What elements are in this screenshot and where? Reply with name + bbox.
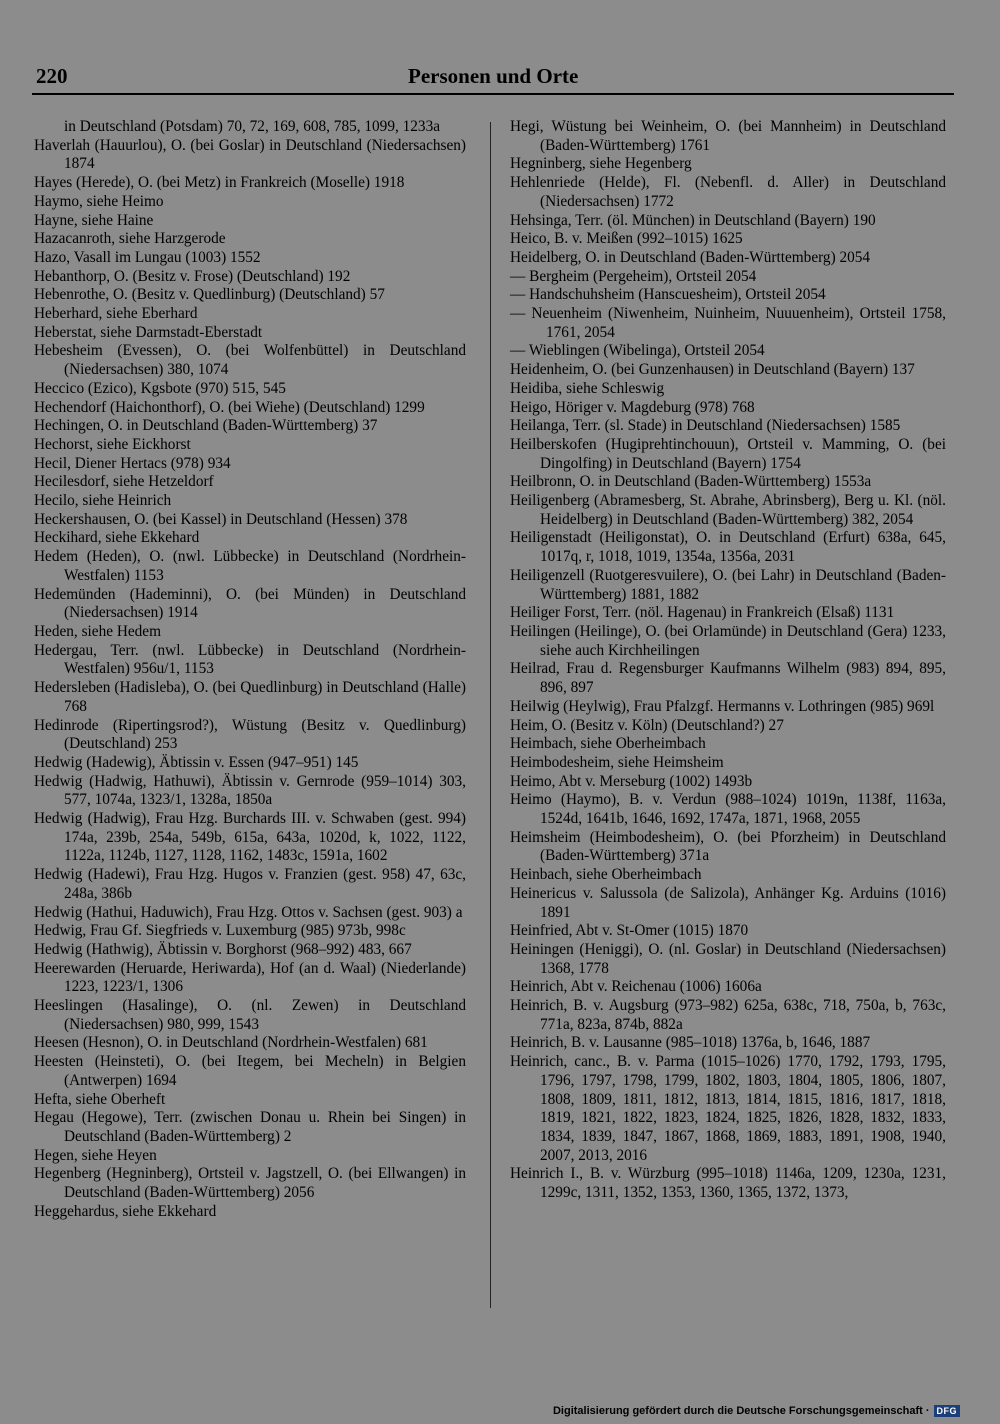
index-entry: Heilrad, Frau d. Regensburger Kaufmanns Wilhelm (983) 894, 895, 896, 897: [510, 660, 946, 697]
index-entry: Hayes (Herede), O. (bei Metz) in Frankreich (Moselle) 1918: [34, 174, 405, 192]
index-entry: Heilberskofen (Hugiprehtinchouun), Ortsteil v. Mamming, O. (bei Dingolfing) in Deutschland (Bayern) 1754: [510, 435, 946, 472]
index-entry: Heden, siehe Hedem: [34, 622, 161, 640]
index-entry: Heggehardus, siehe Ekkehard: [34, 1202, 217, 1220]
index-entry: Heinrich I., B. v. Würzburg (995–1018) 1146a, 1209, 1230a, 1231, 1299c, 1311, 1352, 1353, 1360, 1365, 1372, 1373,: [510, 1165, 946, 1202]
index-entry: Hehsinga, Terr. (öl. München) in Deutschland (Bayern) 190: [510, 211, 876, 229]
index-entry: Heckershausen, O. (bei Kassel) in Deutschland (Hessen) 378: [34, 510, 408, 528]
index-entry: Hebanthorp, O. (Besitz v. Frose) (Deutschland) 192: [34, 267, 351, 285]
index-entry: Hedersleben (Hadisleba), O. (bei Quedlinburg) in Deutschland (Halle) 768: [34, 679, 466, 715]
index-entry: Hechingen, O. in Deutschland (Baden-Württemberg) 37: [34, 417, 378, 435]
index-entry: Heiningen (Heniggi), O. (nl. Goslar) in Deutschland (Niedersachsen) 1368, 1778: [510, 940, 946, 977]
index-entry: Heeslingen (Hasalinge), O. (nl. Zewen) in Deutschland (Niedersachsen) 980, 999, 1543: [34, 997, 466, 1033]
index-entry: Heberstat, siehe Darmstadt-Eberstadt: [34, 323, 263, 341]
index-entry: Heidelberg, O. in Deutschland (Baden-Württemberg) 2054: [510, 248, 871, 266]
left-column: [34, 118, 466, 1221]
index-entry: Heilwig (Heylwig), Frau Pfalzgf. Hermanns v. Lothringen (985) 969l: [510, 697, 935, 715]
index-entry: Heinrich, canc., B. v. Parma (1015–1026) 1770, 1792, 1793, 1795, 1796, 1797, 1798, 1799, 1802, 1803, 1804, 1805, 1806, 1807, 1808, 1809, 1811, 1812, 1813, 1814, 1815, 1816, 1817, 1818, 1819, 1821, 1822, 1823, 1824, 1825, 1826, 1828, 1832, 1833, 1834, 1839, 1847, 1867, 1868, 1869, 1883, 1891, 1908, 1940, 2007, 2013, 2016: [510, 1053, 946, 1164]
index-entry: — Neuenheim (Niwenheim, Nuinheim, Nuuuenheim), Ortsteil 1758, 1761, 2054: [510, 305, 946, 341]
index-entry: Heinericus v. Salussola (de Salizola), Anhänger Kg. Arduins (1016) 1891: [510, 884, 946, 921]
column-divider: [490, 122, 491, 1308]
index-entry: Haverlah (Hauurlou), O. (bei Goslar) in Deutschland (Niedersachsen) 1874: [34, 136, 466, 173]
index-entry: Hechorst, siehe Eickhorst: [34, 435, 191, 453]
index-entry: Hazo, Vasall im Lungau (1003) 1552: [34, 248, 261, 266]
index-entry: Hehlenriede (Helde), Fl. (Nebenfl. d. Aller) in Deutschland (Niedersachsen) 1772: [510, 174, 946, 210]
footer-credit: Digitalisierung gefördert durch die Deutsche Forschungsgemeinschaft ·: [552, 1405, 930, 1417]
index-entry: Heccico (Ezico), Kgsbote (970) 515, 545: [34, 379, 286, 397]
index-entry: Hegninberg, siehe Hegenberg: [510, 155, 692, 173]
index-entry: Hedwig (Hadewig), Äbtissin v. Essen (947–951) 145: [34, 753, 359, 771]
index-entry: Hegau (Hegowe), Terr. (zwischen Donau u. Rhein bei Singen) in Deutschland (Baden-Württemberg) 2: [34, 1109, 466, 1145]
page-number: 220: [36, 64, 68, 88]
index-entry: Heico, B. v. Meißen (992–1015) 1625: [510, 230, 743, 248]
index-entry: in Deutschland (Potsdam) 70, 72, 169, 608, 785, 1099, 1233a: [64, 118, 441, 135]
index-entry: Heinrich, B. v. Lausanne (985–1018) 1376a, b, 1646, 1887: [510, 1034, 871, 1052]
index-entry: Hecilesdorf, siehe Hetzeldorf: [34, 473, 214, 491]
index-entry: Hazacanroth, siehe Harzgerode: [34, 230, 226, 248]
index-entry: Heimbach, siehe Oberheimbach: [510, 735, 706, 753]
header-rule: [32, 93, 954, 95]
index-entry: — Bergheim (Pergeheim), Ortsteil 2054: [510, 267, 757, 285]
index-entry: Hedwig (Hadewi), Frau Hzg. Hugos v. Franzien (gest. 958) 47, 63c, 248a, 386b: [34, 866, 466, 902]
index-entry: Hebesheim (Evessen), O. (bei Wolfenbüttel) in Deutschland (Niedersachsen) 380, 1074: [34, 342, 466, 379]
index-entry: Hedwig (Hadwig, Hathuwi), Äbtissin v. Gernrode (959–1014) 303, 577, 1074a, 1323/1, 1328a, 1850a: [34, 772, 466, 809]
index-entry: Hedwig (Hathwig), Äbtissin v. Borghorst (968–992) 483, 667: [34, 940, 412, 958]
index-entry: Hayne, siehe Haine: [34, 211, 154, 229]
index-entry: Heinrich, Abt v. Reichenau (1006) 1606a: [510, 978, 762, 996]
footer: [553, 1405, 960, 1417]
index-entry: Hegi, Wüstung bei Weinheim, O. (bei Mannheim) in Deutschland (Baden-Württemberg) 1761: [510, 118, 946, 154]
index-entry: Heinrich, B. v. Augsburg (973–982) 625a, 638c, 718, 750a, b, 763c, 771a, 823a, 874b, 882a: [510, 997, 946, 1033]
index-entry: Hefta, siehe Oberheft: [34, 1090, 166, 1108]
index-entry: Heilingen (Heilinge), O. (bei Orlamünde) in Deutschland (Gera) 1233, siehe auch Kirchheilingen: [510, 622, 946, 659]
index-entry: Heim, O. (Besitz v. Köln) (Deutschland?) 27: [510, 716, 784, 734]
index-entry: Hecil, Diener Hertacs (978) 934: [34, 454, 231, 472]
index-entry: Heilanga, Terr. (sl. Stade) in Deutschland (Niedersachsen) 1585: [510, 417, 901, 435]
right-column: [510, 118, 946, 1203]
index-entry: Hecilo, siehe Heinrich: [34, 492, 172, 510]
index-entry: Heimo (Haymo), B. v. Verdun (988–1024) 1019n, 1138f, 1163a, 1524d, 1641b, 1646, 1692, 1747a, 1871, 1968, 2055: [510, 791, 946, 828]
index-entry: Heesen (Hesnon), O. in Deutschland (Nordrhein-Westfalen) 681: [34, 1034, 428, 1052]
index-entry: Heiligenstadt (Heiligonstat), O. in Deutschland (Erfurt) 638a, 645, 1017q, r, 1018, 1019, 1354a, 1356a, 2031: [510, 529, 946, 566]
index-entry: Heiligenzell (Ruotgeresvuilere), O. (bei Lahr) in Deutschland (Baden-Württemberg) 1881, 1882: [510, 566, 946, 603]
index-entry: Hechendorf (Haichonthorf), O. (bei Wiehe) (Deutschland) 1299: [34, 398, 425, 416]
index-entry: Haymo, siehe Heimo: [34, 192, 164, 210]
index-entry: Heimsheim (Heimbodesheim), O. (bei Pforzheim) in Deutschland (Baden-Württemberg) 371a: [510, 828, 946, 865]
index-entry: Heigo, Höriger v. Magdeburg (978) 768: [510, 398, 755, 416]
index-entry: Hedwig, Frau Gf. Siegfrieds v. Luxemburg (985) 973b, 998c: [34, 922, 406, 940]
index-entry: Hedem (Heden), O. (nwl. Lübbecke) in Deutschland (Nordrhein-Westfalen) 1153: [34, 548, 466, 584]
index-entry: Heilbronn, O. in Deutschland (Baden-Württemberg) 1553a: [510, 473, 872, 491]
dfg-logo: DFG: [934, 1405, 961, 1417]
index-entry: Hedemünden (Hademinni), O. (bei Münden) in Deutschland (Niedersachsen) 1914: [34, 585, 466, 622]
index-entry: Hebenrothe, O. (Besitz v. Quedlinburg) (Deutschland) 57: [34, 286, 385, 304]
index-entry: Hedergau, Terr. (nwl. Lübbecke) in Deutschland (Nordrhein-Westfalen) 956u/1, 1153: [34, 641, 466, 678]
index-entry: Heerewarden (Heruarde, Heriwarda), Hof (an d. Waal) (Niederlande) 1223, 1223/1, 1306: [34, 959, 466, 996]
index-entry: Heckihard, siehe Ekkehard: [34, 529, 200, 547]
index-entry: Heiliger Forst, Terr. (nöl. Hagenau) in Frankreich (Elsaß) 1131: [510, 604, 895, 622]
index-entry: Heidenheim, O. (bei Gunzenhausen) in Deutschland (Bayern) 137: [510, 361, 915, 379]
index-entry: Heberhard, siehe Eberhard: [34, 305, 198, 323]
index-entry: Hedwig (Hathui, Haduwich), Frau Hzg. Ottos v. Sachsen (gest. 903) a: [34, 903, 463, 921]
index-entry: Heinfried, Abt v. St-Omer (1015) 1870: [510, 922, 749, 940]
index-entry: Heiligenberg (Abramesberg, St. Abrahe, Abrinsberg), Berg u. Kl. (nöl. Heidelberg) in Deutschland (Baden-Württemberg) 382, 2054: [510, 492, 946, 528]
index-entry: Heinbach, siehe Oberheimbach: [510, 866, 702, 884]
index-entry: Hegenberg (Hegninberg), Ortsteil v. Jagstzell, O. (bei Ellwangen) in Deutschland (Baden-Württemberg) 2056: [34, 1165, 466, 1202]
index-entry: Hedwig (Hadwig), Frau Hzg. Burchards III. v. Schwaben (gest. 994) 174a, 239b, 254a, 549b, 615a, 643a, 1020d, k, 1022, 1122, 1122a, 1124b, 1127, 1128, 1162, 1483c, 1591a, 1602: [34, 810, 466, 865]
index-entry: Heimo, Abt v. Merseburg (1002) 1493b: [510, 772, 753, 790]
index-entry: Heesten (Heinsteti), O. (bei Itegem, bei Mecheln) in Belgien (Antwerpen) 1694: [34, 1053, 466, 1089]
index-entry: Hedinrode (Ripertingsrod?), Wüstung (Besitz v. Quedlinburg) (Deutschland) 253: [34, 716, 466, 753]
index-entry: Hegen, siehe Heyen: [34, 1146, 157, 1164]
page-title: Personen und Orte: [408, 64, 579, 88]
index-entry: — Handschuhsheim (Hanscuesheim), Ortsteil 2054: [510, 286, 826, 304]
index-entry: — Wieblingen (Wibelinga), Ortsteil 2054: [510, 342, 765, 360]
index-entry: Heimbodesheim, siehe Heimsheim: [510, 753, 724, 771]
index-entry: Heidiba, siehe Schleswig: [510, 379, 665, 397]
